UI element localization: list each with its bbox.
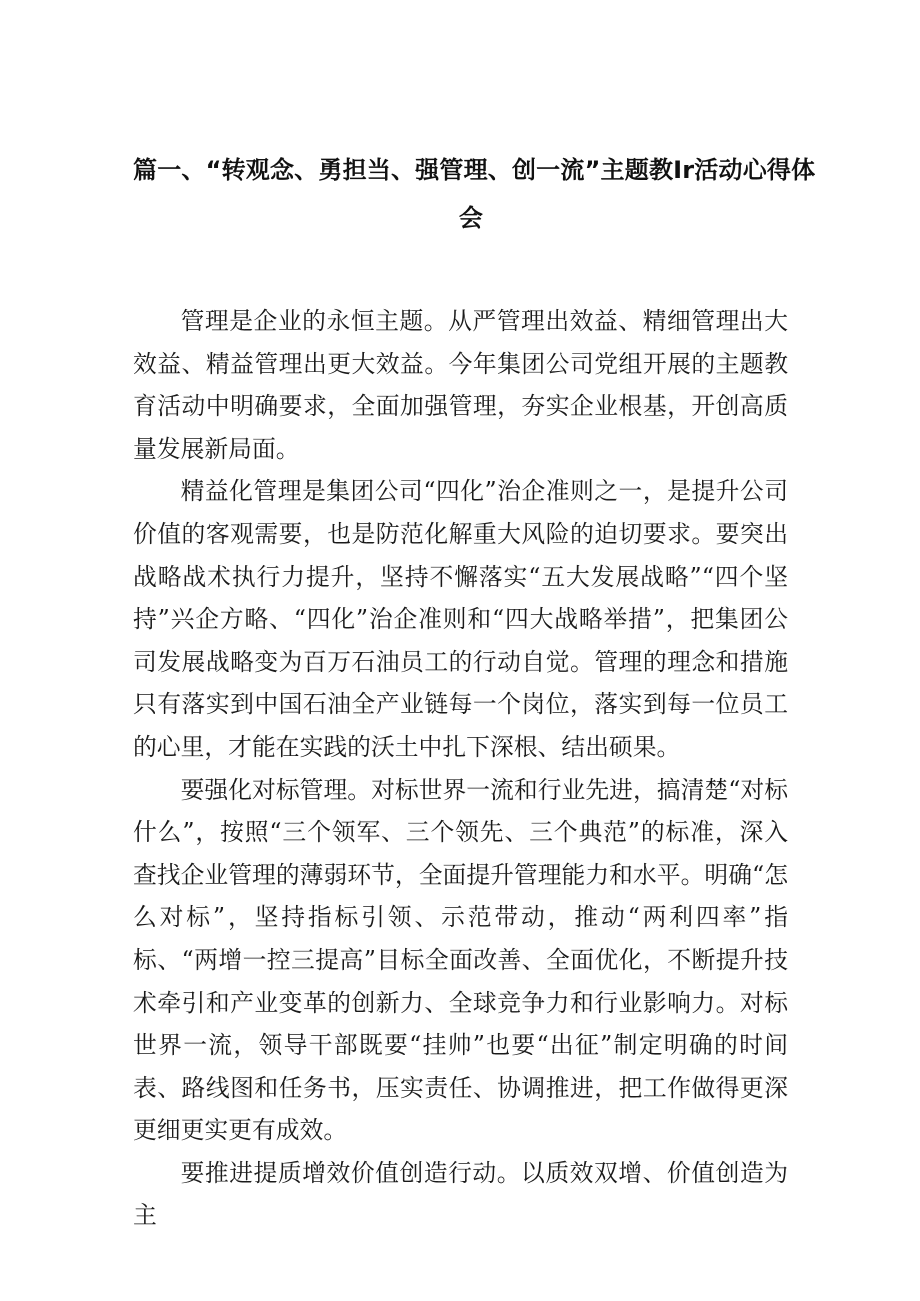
paragraph-3: 要强化对标管理。对标世界一流和行业先进，搞清楚“对标什么”，按照“三个领军、三个领先、三个典范”的标准，深入查找企业管理的薄弱环节，全面提升管理能力和水平。明确“怎么对标”，坚持指标引领、示范带动，推动“两利四率”指标、“两增一控三提高”目标全面改善、全面优化，不断提升技术牵引和产业变革的创新力、全球竞争力和行业影响力。对标世界一流，领导干部既要“挂帅”也要“出征”制定明确的时间表、路线图和任务书，压实责任、协调推进，把工作做得更深更细更实更有成效。 [133, 775, 788, 1145]
paragraph-1: 管理是企业的永恒主题。从严管理出效益、精细管理出大效益、精益管理出更大效益。今年集团公司党组开展的主题教育活动中明确要求，全面加强管理，夯实企业根基，开创高质量发展新局面。 [133, 307, 788, 463]
paragraph-4: 要推进提质增效价值创造行动。以质效双增、价值创造为主 [133, 1158, 788, 1230]
document-title [133, 146, 816, 242]
document-body [133, 300, 788, 1237]
title-line-1: 篇一、“转观念、勇担当、强管理、创一流”主题教Ir活动心得体 [133, 156, 816, 184]
title-line-2: 会 [458, 204, 484, 232]
paragraph-2: 精益化管理是集团公司“四化”治企准则之一，是提升公司价值的客观需要，也是防范化解重大风险的迫切要求。要突出战略战术执行力提升，坚持不懈落实“五大发展战略”“四个坚持”兴企方略、“四化”治企准则和“四大战略举措”，把集团公司发展战略变为百万石油员工的行动自觉。管理的理念和措施只有落实到中国石油全产业链每一个岗位，落实到每一位员工的心里，才能在实践的沃土中扎下深根、结出硕果。 [133, 477, 788, 761]
